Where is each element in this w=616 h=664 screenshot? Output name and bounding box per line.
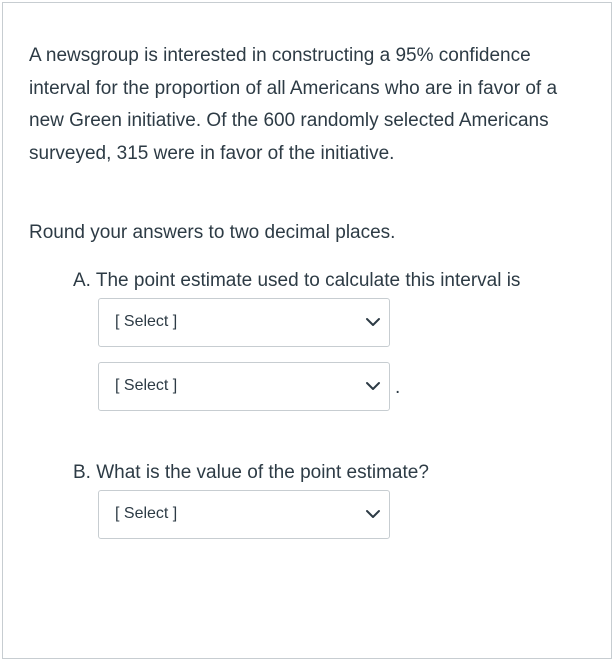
part-a-label: A. The point estimate used to calculate this interval is bbox=[73, 270, 521, 291]
part-a-trailing-period: . bbox=[395, 377, 401, 398]
part-b-select-1[interactable] bbox=[98, 490, 390, 539]
part-a-select-1[interactable] bbox=[98, 298, 390, 347]
part-a-select-1-value: [ Select ] bbox=[115, 313, 178, 330]
rounding-instruction: Round your answers to two decimal places. bbox=[29, 222, 396, 243]
question-text: A newsgroup is interested in constructing a 95% confidence interval for the proportion of all Americans who are in favor of a new Green initiative. Of the 600 randomly selected Americans surveyed, 315 were in favor of the initiative. bbox=[29, 45, 558, 164]
part-a-select-2[interactable] bbox=[98, 362, 390, 411]
part-a-select-2-value: [ Select ] bbox=[115, 377, 178, 394]
part-b-select-1-value: [ Select ] bbox=[115, 505, 178, 522]
chevron-down-icon bbox=[365, 380, 381, 392]
part-b-label: B. What is the value of the point estimate? bbox=[73, 462, 429, 483]
chevron-down-icon bbox=[365, 316, 381, 328]
chevron-down-icon bbox=[365, 508, 381, 520]
